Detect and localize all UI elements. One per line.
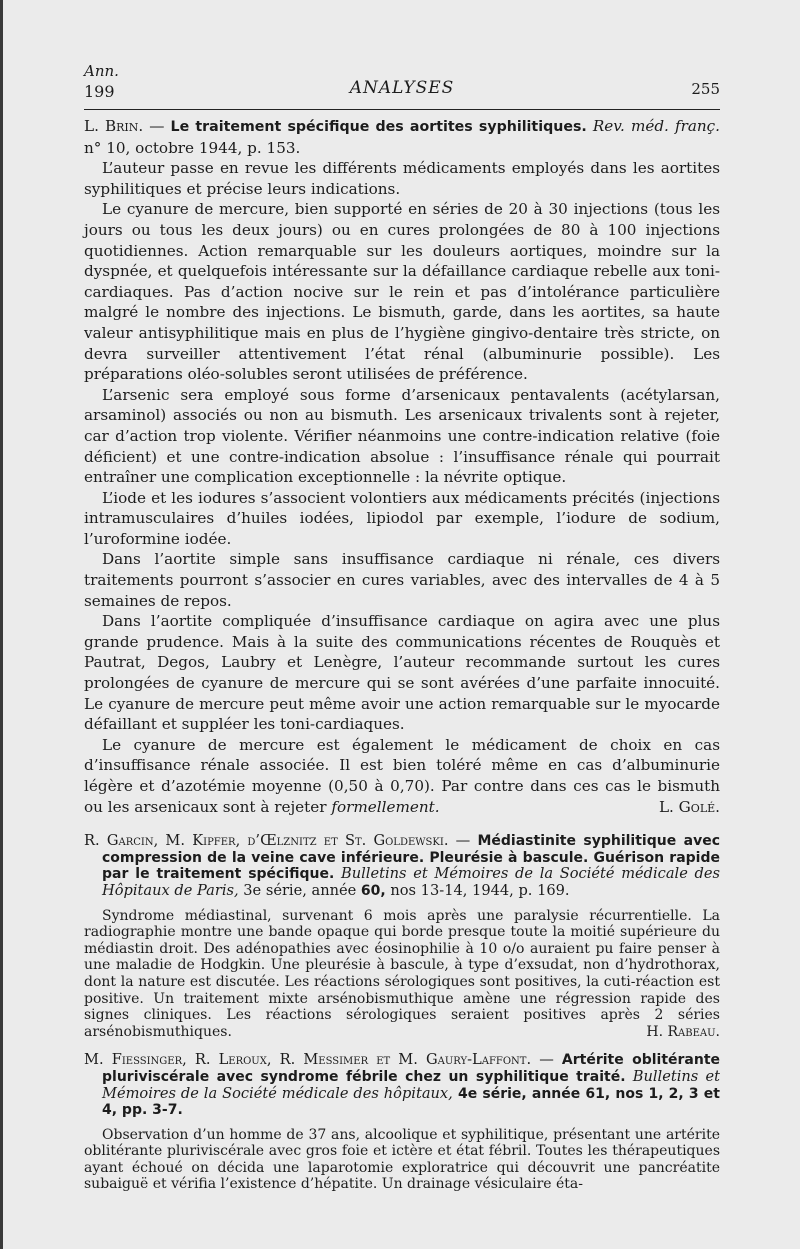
journal-ref: n° 10, octobre 1944, p. 153.: [84, 138, 301, 157]
page-number: 255: [691, 80, 720, 98]
paragraph: L’auteur passe en revue les différents médicaments employés dans les aortites syphilitiques et précise leurs indications.: [84, 159, 720, 198]
running-head: [84, 62, 720, 106]
article-mediastinite: [84, 833, 720, 1040]
article-reference: [84, 833, 720, 899]
page-body: [84, 116, 720, 1193]
journal-abbrev: Ann.: [84, 62, 119, 80]
article-aortites: [84, 116, 720, 817]
volume-year: 199: [84, 82, 115, 101]
paragraph: Le cyanure de mercure, bien supporté en séries de 20 à 30 injections (tous les jours ou tous les deux jours) ou en cures prolongées de 80 à 100 injections quotidiennes. Action remarquable sur les douleurs aortiques, moindre sur la dyspnée, et quelquefois intéressante sur la défaillance cardiaque rebelle aux toni-cardiaques. Pas d’action nocive sur le rein et pas d’intolérance particulière malgré le nombre des injections. Le bismuth, garde, dans les aortites, sa haute valeur antisyphilitique mais en plus de l’hygiène gingivo-dentaire très stricte, on devra surveiller attentivement l’état rénal (albuminurie possible). Les préparations oléo-solubles seront utilisées de préférence.: [84, 200, 720, 384]
article-title: Médiastinite syphilitique avec compression de la veine cave inférieure. Pleurésie à bascule. Guérison rapide par le traitement spécifique.: [102, 833, 721, 883]
article-arterite: [84, 1052, 720, 1193]
paragraph: [84, 735, 720, 817]
paragraph-text: Le cyanure de mercure est également le médicament de choix en cas d’insuffisance rénale associée. Il est bien toléré même en cas d’albuminurie légère et d’azotémie moyenne (0,50 à 0,70). Par contre dans ces cas le bismuth ou les arsenicaux sont à rejeter: [84, 735, 720, 816]
journal-ref-end: nos 13-14, 1944, p. 169.: [385, 881, 570, 899]
section-title: ANALYSES: [349, 78, 455, 98]
paragraph: Dans l’aortite simple sans insuffisance cardiaque ni rénale, ces divers traitements pourront s’associer en cures variables, avec des intervalles de 4 à 5 semaines de repos.: [84, 550, 720, 610]
article-author: L. Brin.: [84, 117, 144, 135]
paragraph: L’arsenic sera employé sous forme d’arsenicaux pentavalents (acétylarsan, arsaminol) associés ou non au bismuth. Les arsenicaux trivalents sont à rejeter, car d’action trop violente. Vérifier néanmoins une contre-indication relative (foie déficient) et une contre-indication absolue : l’insuffisance rénale qui pourrait entraîner une complication exceptionnelle : la névrite optique.: [84, 385, 720, 487]
summary-text: Syndrome médiastinal, survenant 6 mois après une paralysie récurrentielle. La radiographie montre une bande opaque qui borde presque toute la moitié supérieure du médiastin droit. Des adénopathies avec éosinophilie à 10 o/o auraient pu faire penser à une maladie de Hodgkin. Une pleurésie à bascule, à type d’exsudat, non d’hydrothorax, dont la nature est discutée. Les réactions sérologiques sont positives, la cuti-réaction est positive. Un traitement mixte arsénobismuthique amène une régression rapide des signes cliniques. Les réactions sérologiques seraient positives après 2 séries arsénobismuthiques.: [84, 907, 720, 1040]
journal-ref: 4e série, année 61, nos 1, 2, 3 et 4, pp. 3-7.: [102, 1085, 720, 1119]
summary: Observation d’un homme de 37 ans, alcoolique et syphilitique, présentant une artérite oblitérante pluriviscérale avec gros foie et ictère et état fébril. Toutes les thérapeutiques ayant échoué on décida une laparotomie exploratrice qui découvrit une pancréatite subaiguë et vérifia l’existence d’hépatite. Un drainage vésiculaire éta-: [84, 1126, 720, 1193]
journal-name: Bulletins et Mémoires de la Société médicale des Hôpitaux de Paris,: [102, 865, 721, 899]
signature: L. Golé.: [658, 797, 720, 816]
article-authors: M. Fiessinger, R. Leroux, R. Messimer et M. Gaury-Laffont.: [84, 1051, 532, 1069]
article-reference: [84, 116, 720, 158]
paragraph-emphasis: formellement.: [331, 797, 440, 816]
journal-name: Bulletins et Mémoires de la Société médicale des hôpitaux,: [102, 1067, 721, 1102]
article-authors: R. Garcin, M. Kipfer, d’Œlznitz et St. Goldewski.: [84, 832, 449, 850]
paragraph: L’iode et les iodures s’associent volontiers aux médicaments précités (injections intramusculaires d’huiles iodées, lipiodol par exemple, l’iodure de sodium, l’uroformine iodée.: [84, 488, 720, 548]
dash: —: [143, 117, 171, 135]
journal-year: 60,: [360, 882, 386, 899]
summary: [84, 908, 720, 1041]
paragraph: Dans l’aortite compliquée d’insuffisance cardiaque on agira avec une plus grande prudence. Mais à la suite des communications récentes de Rouquès et Pautrat, Degos, Laubry et Lenègre, l’auteur recommande surtout les cures prolongées de cyanure de mercure qui se sont avérées d’une parfaite innocuité. Le cyanure de mercure peut même avoir une action remarquable sur le myocarde défaillant et suppléer les toni-cardiaques.: [84, 612, 720, 734]
article-reference: [84, 1052, 720, 1118]
journal-name: Rev. méd. franç.: [586, 117, 720, 135]
page-edge-shadow: [0, 0, 3, 1249]
header-rule: [84, 109, 720, 110]
dash: —: [531, 1051, 562, 1069]
article-title: Le traitement spécifique des aortites syphilitiques.: [170, 119, 587, 135]
article-title: Artérite oblitérante pluriviscérale avec syndrome fébrile chez un syphilitique traité.: [102, 1052, 721, 1085]
journal-ref: 3e série, année: [238, 881, 361, 899]
signature: H. Rabeau.: [646, 1023, 720, 1040]
dash: —: [448, 832, 478, 850]
